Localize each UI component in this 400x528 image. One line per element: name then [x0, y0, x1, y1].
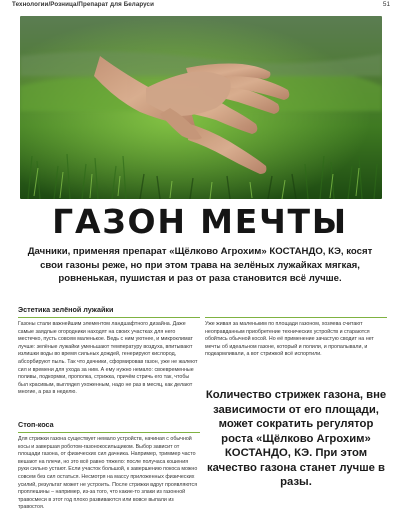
section-title-aesthetics: Эстетика зелёной лужайки [18, 305, 114, 314]
pull-quote: Количество стрижек газона, вне зависимости от его площади, может сократить регулятор роста «Щёлково Агрохим» КОСТАНДО, КЭ. При этом качество газона станет лучше в разы. [205, 389, 387, 488]
article-lead: Дачники, применяя препарат «Щёлково Агрохим» КОСТАНДО, КЭ, косят свои газоны реже, но при этом трава на зелёных лужайках мягкая, ровненькая, пушистая и раз от раза становится всё лучше. [27, 246, 373, 285]
body-text-column-2: Уже живая за маленьким по площади газоном, хозяева считают неоправданным приобретение технических устройств и стараются обойтись обычной косой. Но её применение зачастую сводит на нет мечты об идеальном газоне, который и полили, и пропалывали, и подкармливали, а вот стрижкой всё испортили. [205, 321, 374, 358]
section-divider [205, 317, 387, 318]
page-number: 51 [382, 1, 390, 8]
body-text-column-3: Для стрижки газона существует немало устройств, начиная с обычной косы и завершая роботом-газонокосильщиком. Выбор зависит от площади газона, от физических сил дачника. Например, триммер часто вешают на плечи, но это всё равно тяжело: после получаса кошения руки сильно устают. Если участок большой, к завершению покоса можно совсем без сил остаться. Несмотря на массу приложенных физических усилий, результат может не устроить. После стрижки вдруг проявляются проплешины – например, из-за того, что какие-то злаки из газонной травосмеси в этот год плохо развиваются или вовсе выпали из травостоя. [18, 436, 198, 511]
section-header-title: Технологии/Розница/Препарат для Беларуси [12, 1, 154, 8]
hand-on-grass-photo [20, 16, 382, 199]
section-divider [18, 432, 200, 433]
body-text-column-1: Газоны стали важнейшим элементом ландшафтного дизайна. Даже самые заядлые огородники находят на своих участках для него местечко, пусть совсем маленькое. Ведь с ним уютнее, и микроклимат лучше: зелёные лужайки уменьшают температуру воздуха, впитывают излишки воды во время сильных дождей, генерируют кислород, абсорбируют пыль. Так что дачники, сформировав газон, уже не жалеют сил и времени для ухода за ним. А ему нужно немало: своевременные поливы, подкормки, прополка, стрижка, причём стричь его так, чтобы был красивым, выглядел ухоженным, надо не раз в месяц, как делают многие, а раз в неделю. [18, 321, 198, 396]
section-divider [18, 317, 200, 318]
article-headline: ГАЗОН МЕЧТЫ [52, 202, 348, 241]
hand-on-grass-illustration [20, 16, 382, 199]
section-title-stop-kosa: Стоп-коса [18, 420, 54, 429]
page-header [0, 0, 400, 12]
